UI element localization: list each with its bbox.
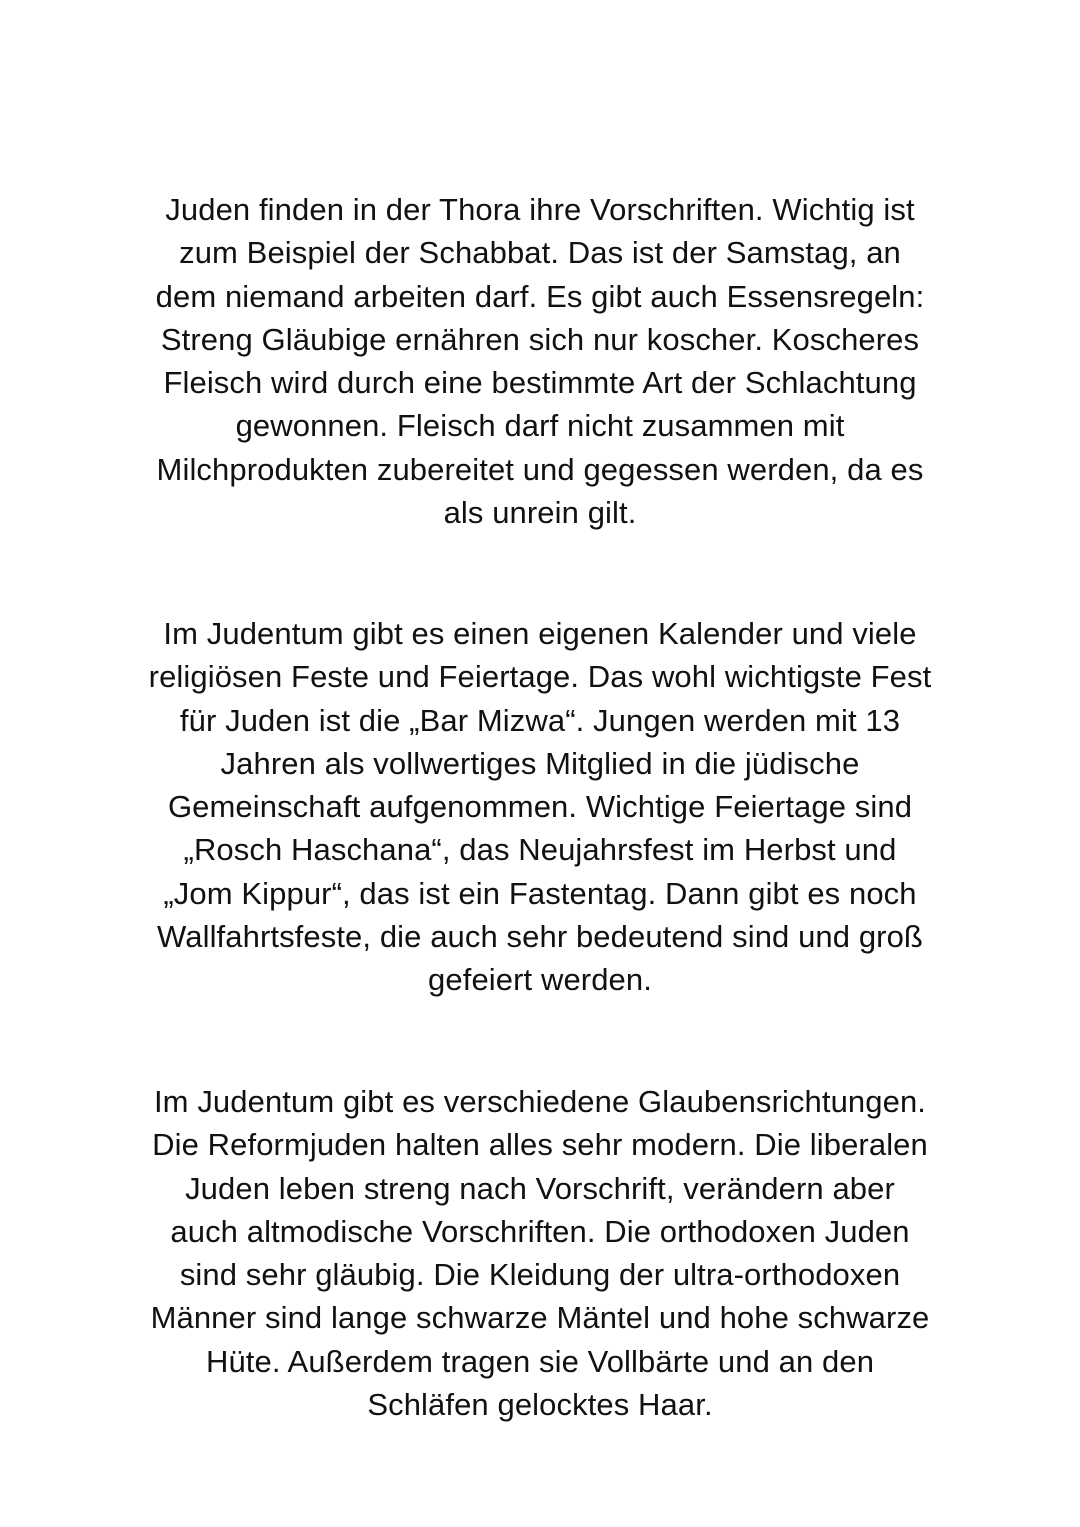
paragraph-thora-rules <box>110 188 970 534</box>
text-line: dem niemand arbeiten darf. Es gibt auch Essensregeln: <box>155 278 925 314</box>
text-line: zum Beispiel der Schabbat. Das ist der Samstag, an <box>179 235 901 271</box>
text-line: Im Judentum gibt es verschiedene Glaubensrichtungen. <box>153 1084 927 1119</box>
text-line: religiösen Feste und Feiertage. Das wohl wichtigste Fest <box>148 659 932 695</box>
text-line: gefeiert werden. <box>428 962 652 998</box>
text-line: Streng Gläubige ernähren sich nur koscher. Koscheres <box>160 321 920 357</box>
text-line: als unrein gilt. <box>443 495 637 531</box>
text-line: Hüte. Außerdem tragen sie Vollbärte und an den <box>205 1343 875 1379</box>
text-line: Juden leben streng nach Vorschrift, verändern aber <box>185 1170 895 1206</box>
text-line: Männer sind lange schwarze Mäntel und hohe schwarze <box>150 1300 930 1336</box>
text-line: „Jom Kippur“, das ist ein Fastentag. Dann gibt es noch <box>163 875 917 911</box>
text-line: gewonnen. Fleisch darf nicht zusammen mit <box>235 408 845 444</box>
text-line: sind sehr gläubig. Die Kleidung der ultra-orthodoxen <box>179 1257 901 1293</box>
text-line: Gemeinschaft aufgenommen. Wichtige Feiertage sind <box>167 789 913 825</box>
paragraph-denominations <box>110 1080 970 1426</box>
text-line: Im Judentum gibt es einen eigenen Kalender und viele <box>163 616 917 651</box>
text-line: Wallfahrtsfeste, die auch sehr bedeutend sind und groß <box>157 919 923 955</box>
text-line: auch altmodische Vorschriften. Die orthodoxen Juden <box>170 1213 910 1249</box>
text-line: Juden finden in der Thora ihre Vorschriften. Wichtig ist <box>165 192 915 227</box>
text-line: Milchprodukten zubereitet und gegessen werden, da es <box>156 451 924 487</box>
text-line: Schläfen gelocktes Haar. <box>367 1387 713 1423</box>
text-line: Fleisch wird durch eine bestimmte Art der Schlachtung <box>163 365 917 401</box>
paragraph-calendar-holidays <box>110 612 970 1002</box>
text-line: Die Reformjuden halten alles sehr modern. Die liberalen <box>152 1127 928 1163</box>
text-line: Jahren als vollwertiges Mitglied in die jüdische <box>220 745 860 781</box>
text-line: für Juden ist die „Bar Mizwa“. Jungen werden mit 13 <box>179 702 901 738</box>
text-line: „Rosch Haschana“, das Neujahrsfest im Herbst und <box>183 832 897 868</box>
